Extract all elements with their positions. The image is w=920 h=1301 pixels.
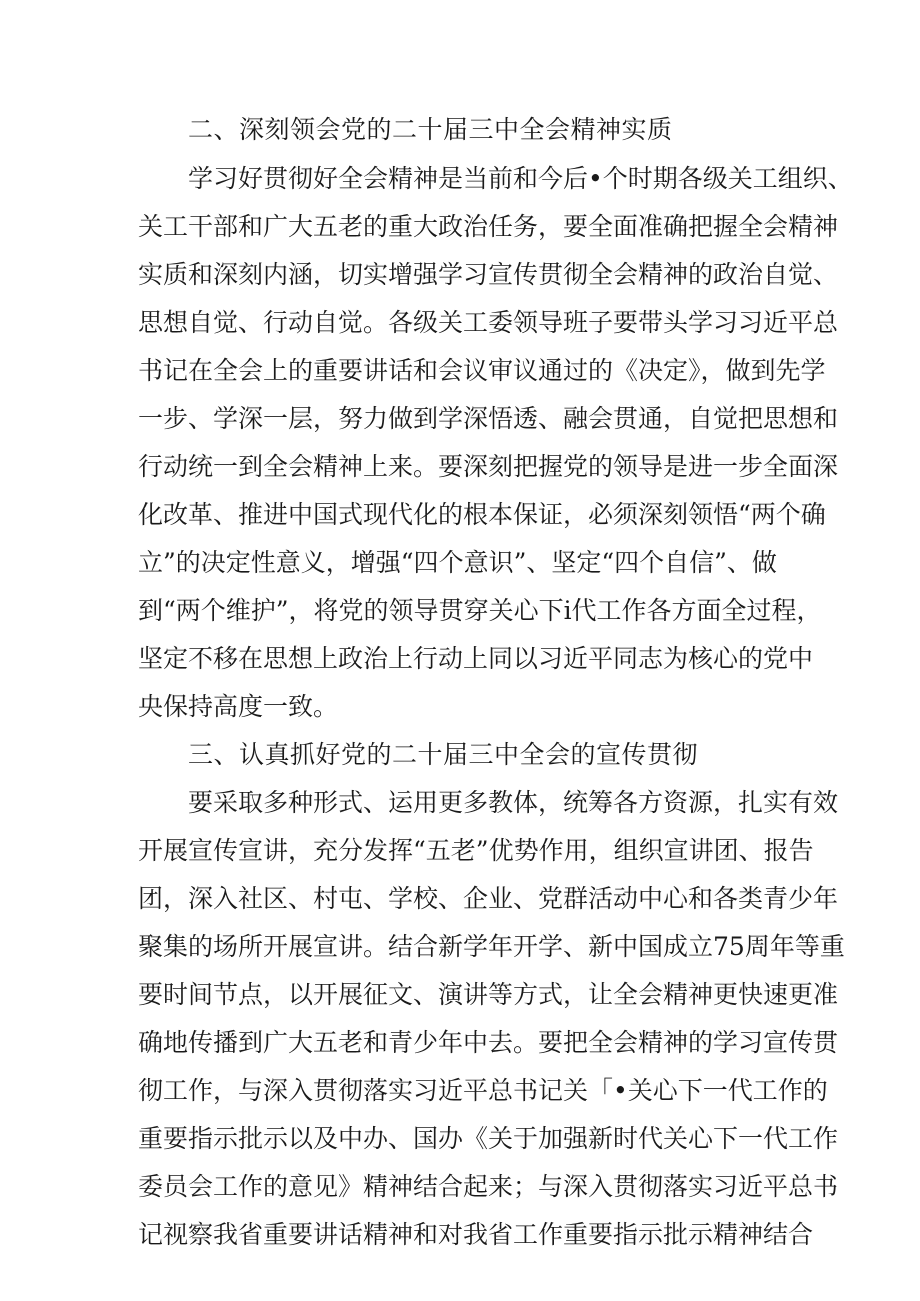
paragraph-line: 确地传播到广大五老和青少年中去。要把全会精神的学习宣传贯 — [138, 1028, 839, 1057]
paragraph-line: 思想自觉、行动自觉。各级关工委领导班子要带头学习习近平总 — [138, 308, 839, 337]
paragraph-line: 立”的决定性意义，增强“四个意识”、坚定“四个自信”、做 — [138, 548, 777, 577]
paragraph-line: 彻工作，与深入贯彻落实习近平总书记关「•关心下一代工作的 — [138, 1076, 828, 1105]
paragraph-line: 化改革、推进中国式现代化的根本保证，必须深刻领悟“两个确 — [138, 500, 826, 529]
paragraph-line: 聚集的场所开展宣讲。结合新学年开学、新中国成立75周年等重 — [138, 932, 845, 961]
paragraph-line: 到“两个维护”，将党的领导贯穿关心下i代工作各方面全过程， — [138, 596, 822, 625]
paragraph-line: 要时间节点，以开展征文、演讲等方式，让全会精神更快速更准 — [138, 980, 839, 1009]
paragraph-line: 央保持高度一致。 — [138, 692, 339, 721]
paragraph-line: 委员会工作的意见》精神结合起来；与深入贯彻落实习近平总书 — [138, 1172, 839, 1201]
paragraph-line: 团，深入社区、村屯、学校、企业、党群活动中心和各类青少年 — [138, 884, 839, 913]
paragraph-line: 实质和深刻内涵，切实增强学习宣传贯彻全会精神的政治自觉、 — [138, 260, 839, 289]
paragraph-line: 坚定不移在思想上政治上行动上同以习近平同志为核心的党中 — [138, 644, 814, 673]
section-heading-3: 三、认真抓好党的二十届三中全会的宣传贯彻 — [188, 740, 699, 769]
paragraph-line: 记视察我省重要讲话精神和对我省工作重要指示批示精神结合 — [138, 1220, 814, 1249]
paragraph-line: 开展宣传宣讲，充分发挥“五老”优势作用，组织宣讲团、报告 — [138, 836, 814, 865]
paragraph-line: 一步、学深一层，努力做到学深悟透、融会贯通，自觉把思想和 — [138, 404, 839, 433]
paragraph-line: 学习好贯彻好全会精神是当前和今后•个时期各级关工组织、 — [188, 164, 853, 193]
paragraph-line: 重要指示批示以及中办、国办《关于加强新时代关心下一代工作 — [138, 1124, 839, 1153]
section-heading-2: 二、深刻领会党的二十届三中全会精神实质 — [188, 115, 673, 144]
paragraph-line: 行动统一到全会精神上来。要深刻把握党的领导是进一步全面深 — [138, 452, 839, 481]
paragraph-line: 要采取多种形式、运用更多教体，统筹各方资源，扎实有效 — [188, 788, 839, 817]
paragraph-line: 关工干部和广大五老的重大政治任务，要全面准确把握全会精神 — [138, 212, 839, 241]
paragraph-line: 书记在全会上的重要讲话和会议审议通过的《决定》，做到先学 — [138, 356, 826, 385]
